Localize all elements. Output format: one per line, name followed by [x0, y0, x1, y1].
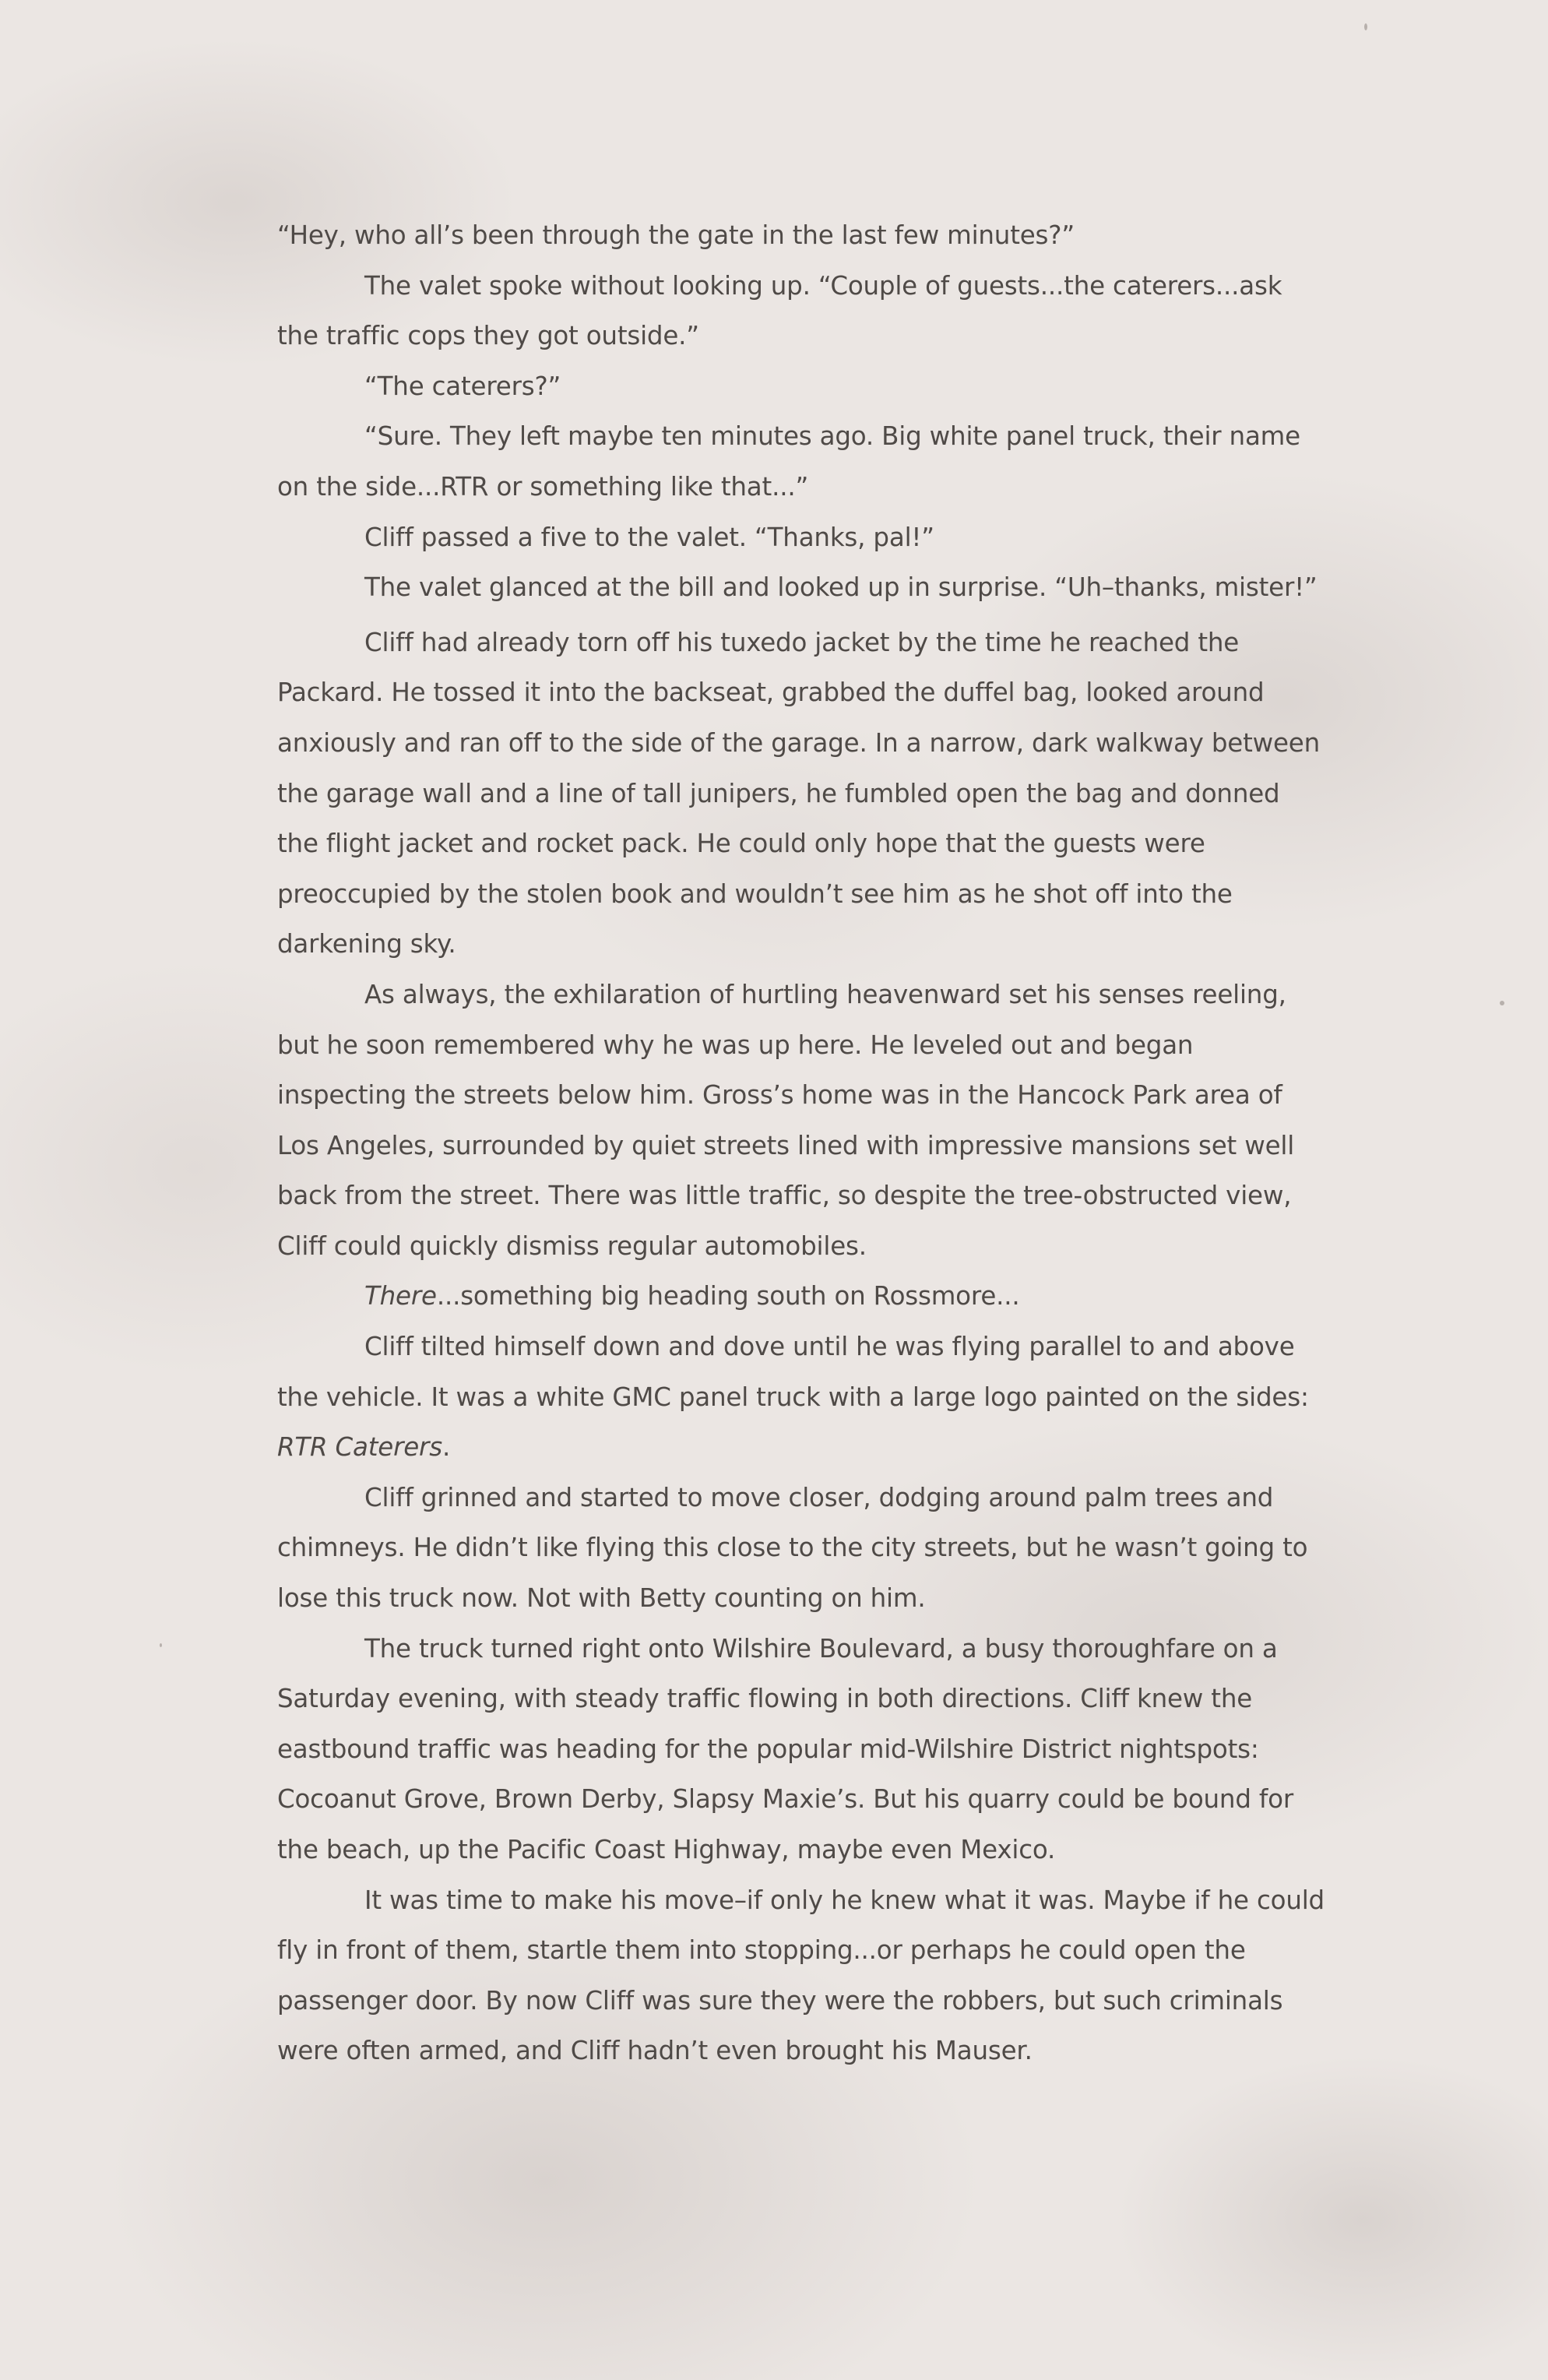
- italic-emphasis: There: [364, 1281, 437, 1311]
- paragraph-12: The truck turned right onto Wilshire Boulevard, a busy thoroughfare on a Saturday evening, with steady traffic flowing in both directions. Cliff knew the eastbound traffic was heading for the popular mid-Wilshire District nightspots: Cocoanut Grove, Brown Derby, Slapsy Maxie’s. But his quarry could be bound for the beach, up the Pacific Coast Highway, maybe even Mexico.: [277, 1633, 1293, 1864]
- paragraph-10-end: .: [442, 1432, 451, 1463]
- paragraph-3: “The caterers?”: [364, 371, 561, 401]
- caterers-logo-text: RTR Caterers: [277, 1432, 442, 1463]
- paragraph-2: The valet spoke without looking up. “Couple of guests...the caterers...ask the traffic cops they got outside.”: [277, 270, 1282, 351]
- paper-speck: [160, 1643, 162, 1647]
- paper-speck: [1364, 23, 1367, 30]
- paragraph-4: “Sure. They left maybe ten minutes ago. Big white panel truck, their name on the side...RTR or something like that...”: [277, 421, 1300, 502]
- paragraph-13: It was time to make his move–if only he knew what it was. Maybe if he could fly in front of them, startle them into stopping...or perhaps he could open the passenger door. By now Cliff was sure they were the robbers, but such criminals were often armed, and Cliff hadn’t even brought his Mauser.: [277, 1885, 1325, 2066]
- paragraph-8: As always, the exhilaration of hurtling heavenward set his senses reeling, but he soon remembered why he was up here. He leveled out and began inspecting the streets below him. Gross’s home was in the Hancock Park area of Los Angeles, surrounded by quiet streets lined with impressive mansions set well back from the street. There was little traffic, so despite the tree-obstructed view, Cliff could quickly dismiss regular automobiles.: [277, 979, 1295, 1261]
- paragraph-5: Cliff passed a five to the valet. “Thanks, pal!”: [364, 522, 934, 552]
- paragraph-10: [277, 1322, 1328, 1473]
- paragraph-9-rest: ...something big heading south on Rossmore...: [436, 1281, 1020, 1311]
- paragraph-9: [277, 1271, 1328, 1322]
- paragraph-11: Cliff grinned and started to move closer, dodging around palm trees and chimneys. He didn’t like flying this close to the city streets, but he wasn’t going to lose this truck now. Not with Betty counting on him.: [277, 1482, 1308, 1614]
- body-text: [277, 210, 1328, 2076]
- paragraph-10-text: Cliff tilted himself down and dove until he was flying parallel to and above the vehicle. It was a white GMC panel truck with a large logo painted on the sides:: [277, 1332, 1309, 1412]
- paragraph-7: Cliff had already torn off his tuxedo jacket by the time he reached the Packard. He tossed it into the backseat, grabbed the duffel bag, looked around anxiously and ran off to the side of the garage. In a narrow, dark walkway between the garage wall and a line of tall junipers, he fumbled open the bag and donned the flight jacket and rocket pack. He could only hope that the guests were preoccupied by the stolen book and wouldn’t see him as he shot off into the darkening sky.: [277, 627, 1320, 959]
- paragraph-1: “Hey, who all’s been through the gate in the last few minutes?”: [277, 220, 1075, 250]
- paragraph-6: The valet glanced at the bill and looked up in surprise. “Uh–thanks, mister!”: [364, 572, 1318, 603]
- paper-speck: [1500, 1001, 1504, 1005]
